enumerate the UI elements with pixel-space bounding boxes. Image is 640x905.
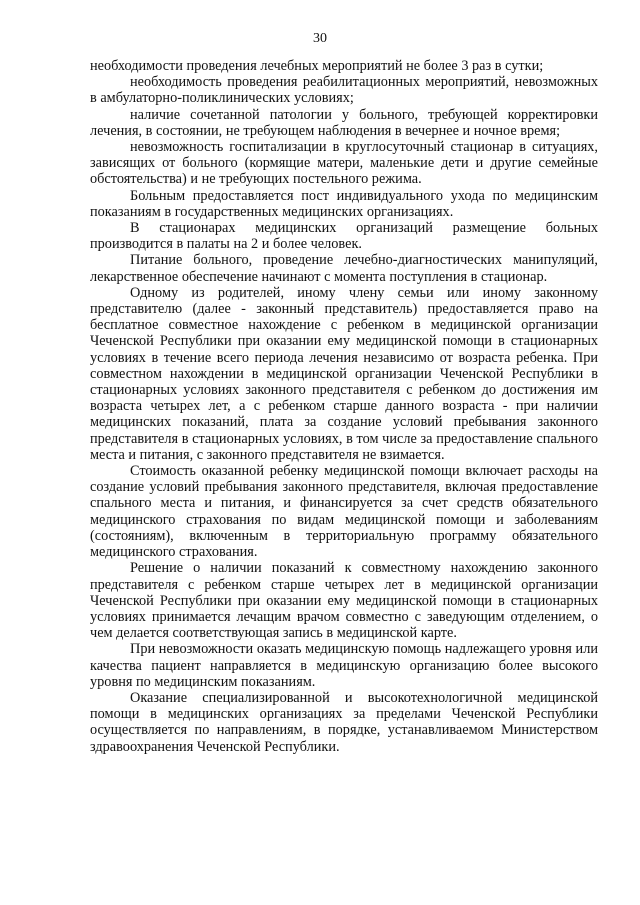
paragraph-6: В стационарах медицинских организаций размещение больных производится в палаты на 2 и более человек. [90,220,598,253]
document-body [90,58,598,755]
paragraph-5: Больным предоставляется пост индивидуального ухода по медицинским показаниям в государственных медицинских организациях. [90,187,598,220]
paragraph-9: Стоимость оказанной ребенку медицинской помощи включает расходы на создание условий пребывания законного представителя, включая предоставление спального места и питания, и финансируется за счет средств обязательного медицинского страхования по видам медицинской помощи и заболеваниям (состояниям), включенным в территориальную программу обязательного медицинского страхования. [90,463,598,561]
paragraph-2: необходимость проведения реабилитационных мероприятий, невозможных в амбулаторно-поликлинических условиях; [90,74,598,107]
paragraph-12: Оказание специализированной и высокотехнологичной медицинской помощи в медицинских организациях за пределами Чеченской Республики осуществляется по направлениям, в порядке, устанавливаемом Министерством здравоохранения Чеченской Республики. [90,689,598,755]
paragraph-11: При невозможности оказать медицинскую помощь надлежащего уровня или качества пациент направляется в медицинскую организацию более высокого уровня по медицинским показаниям. [90,641,598,690]
paragraph-7: Питание больного, проведение лечебно-диагностических манипуляций, лекарственное обеспечение начинают с момента поступления в стационар. [90,252,598,285]
paragraph-3: наличие сочетанной патологии у больного, требующей корректировки лечения, в состоянии, не требующем наблюдения в вечернее и ночное время; [90,106,598,139]
paragraph-8: Одному из родителей, иному члену семьи или иному законному представителю (далее - законный представитель) предоставляется право на бесплатное совместное нахождение с ребенком в медицинской организации Чеченской Республики при оказании ему медицинской помощи в стационарных условиях в течение всего периода лечения независимо от возраста ребенка. При совместном нахождении в медицинской организации Чеченской Республики в стационарных условиях законного представителя с ребенком до достижения им возраста четырех лет, а с ребенком старше данного возраста - при наличии медицинских показаний, плата за создание условий пребывания законного представителя в стационарных условиях, в том числе за предоставление спального места и питания, с законного представителя не взимается. [90,284,598,463]
page-number: 30 [313,31,327,46]
paragraph-1: необходимости проведения лечебных мероприятий не более 3 раз в сутки; [90,58,544,74]
paragraph-10: Решение о наличии показаний к совместному нахождению законного представителя с ребенком старше четырех лет в медицинской организации Чеченской Республики при оказании ему медицинской помощи в стационарных условиях принимается лечащим врачом совместно с заведующим отделением, о чем делается соответствующая запись в медицинской карте. [90,560,598,642]
paragraph-4: невозможность госпитализации в круглосуточный стационар в ситуациях, зависящих от больного (кормящие матери, маленькие дети и другие семейные обстоятельства) и не требующих постельного режима. [90,139,598,188]
